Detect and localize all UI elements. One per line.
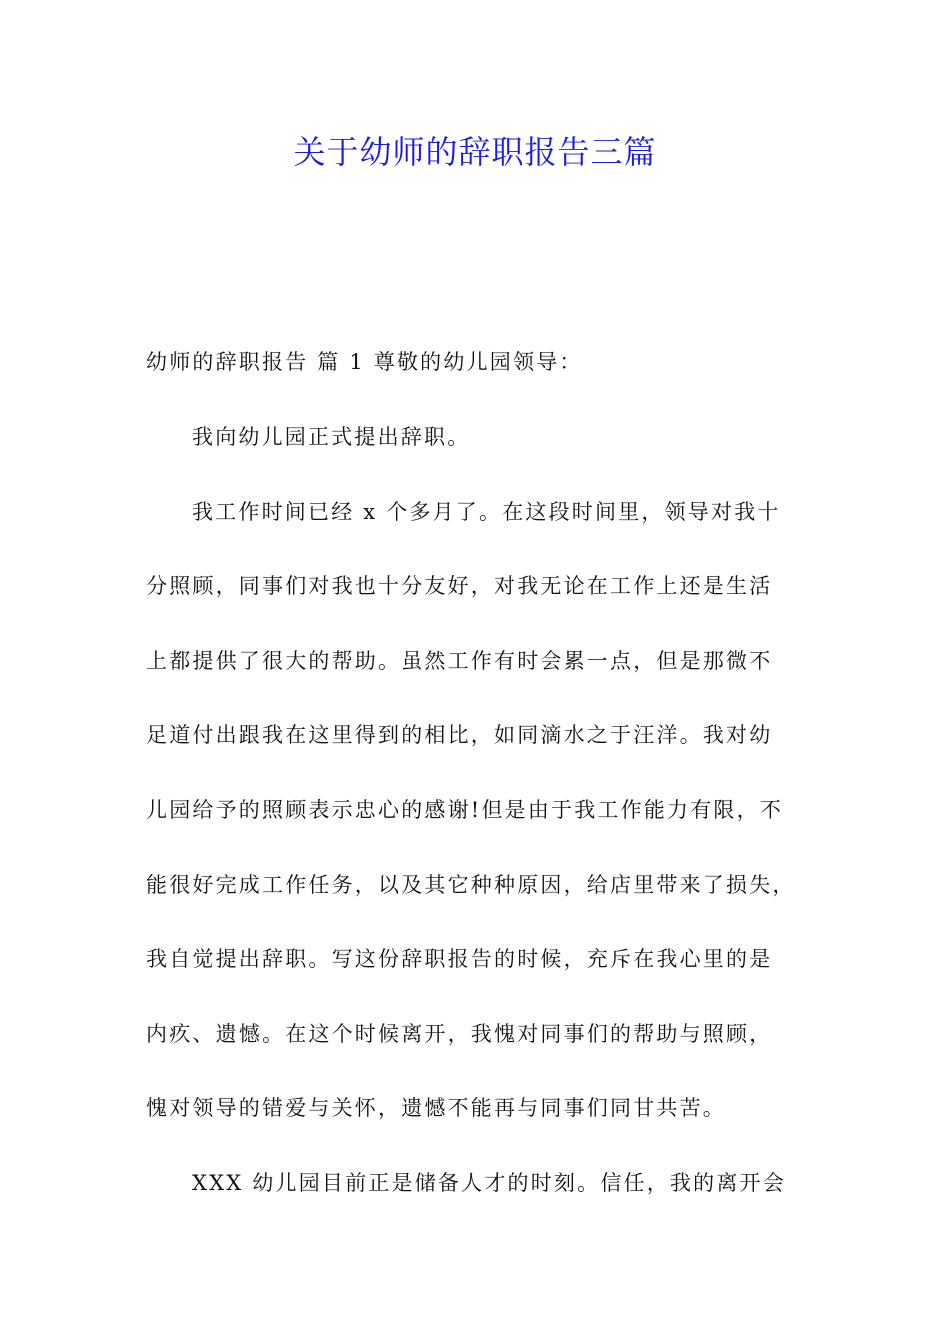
paragraph-line: 能很好完成工作任务，以及其它种种原因，给店里带来了损失， [146, 873, 796, 897]
paragraph-line: 我自觉提出辞职。写这份辞职报告的时候，充斥在我心里的是 [146, 947, 773, 971]
paragraph-line: 儿园给予的照顾表示忠心的感谢!但是由于我工作能力有限，不 [146, 798, 784, 822]
paragraph-line: 分照顾，同事们对我也十分友好，对我无论在工作上还是生活 [146, 574, 773, 598]
paragraph-line: 足道付出跟我在这里得到的相比，如同滴水之于汪洋。我对幼 [146, 723, 773, 747]
paragraph-line: 内疚、遗憾。在这个时候离开，我愧对同事们的帮助与照顾， [146, 1022, 773, 1046]
document-title: 关于幼师的辞职报告三篇 [293, 133, 657, 171]
paragraph-line: 我向幼儿园正式提出辞职。 [192, 425, 471, 449]
paragraph-line: 愧对领导的错爱与关怀，遗憾不能再与同事们同甘共苦。 [146, 1096, 726, 1120]
section-heading-line: 幼师的辞职报告 篇 1 尊敬的幼儿园领导： [146, 350, 583, 374]
paragraph-line: XXX 幼儿园目前正是储备人才的时刻。信任，我的离开会 [192, 1171, 786, 1195]
paragraph-line: 上都提供了很大的帮助。虽然工作有时会累一点，但是那微不 [146, 649, 773, 673]
paragraph-line: 我工作时间已经 x 个多月了。在这段时间里，领导对我十 [192, 500, 781, 524]
